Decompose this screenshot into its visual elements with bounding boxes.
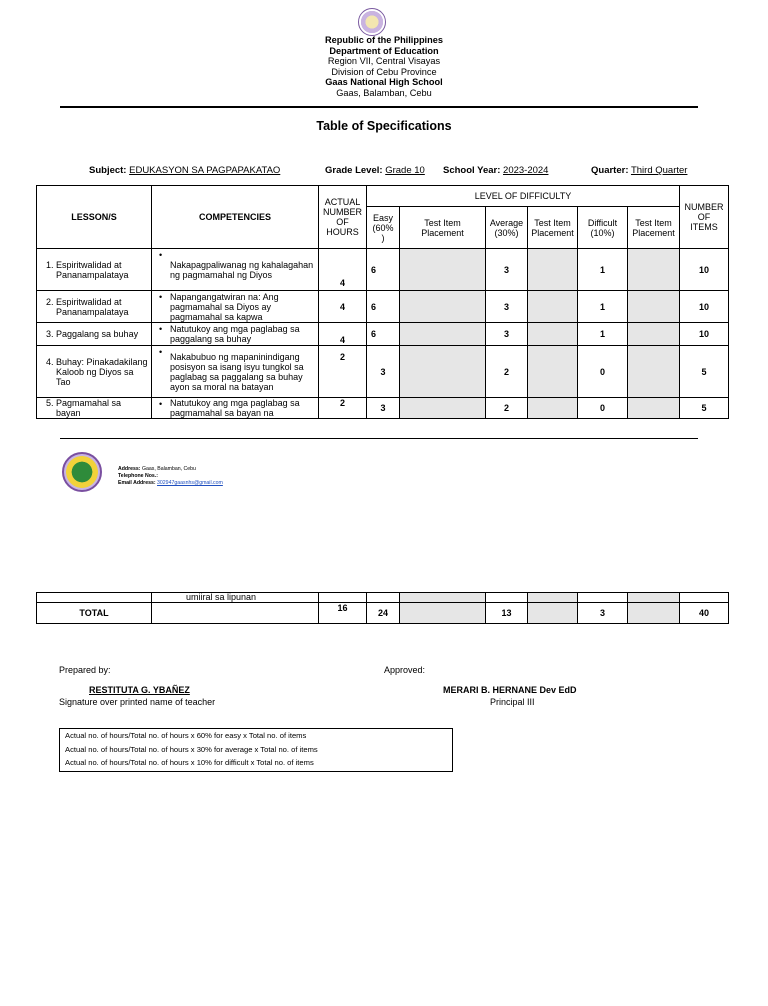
approved-label: Approved: — [384, 665, 426, 675]
placement-cell — [400, 398, 486, 419]
total-hours: 16 — [319, 603, 367, 624]
header-items: NUMBER OF ITEMS — [680, 186, 729, 249]
total-label: TOTAL — [37, 603, 152, 624]
average-cell — [486, 593, 528, 603]
grade-value: Grade 10 — [385, 165, 425, 176]
address-label: Address: — [118, 466, 141, 472]
placement-cell — [400, 346, 486, 398]
subject-value: EDUKASYON SA PAGPAPAKATAO — [129, 165, 281, 176]
placement-cell — [628, 593, 680, 603]
total-easy: 24 — [367, 603, 400, 624]
quarter-label: Quarter: — [591, 165, 629, 176]
total-items: 40 — [680, 603, 729, 624]
prepared-label: Prepared by: — [59, 665, 111, 675]
easy-cell: 3 — [367, 398, 400, 419]
table-row — [37, 398, 729, 419]
header-difficult: Difficult (10%) — [578, 207, 628, 249]
difficult-cell: 1 — [578, 323, 628, 346]
difficult-cell — [578, 593, 628, 603]
difficult-cell: 1 — [578, 291, 628, 323]
placement-cell — [628, 346, 680, 398]
competency-cell: • Nakapagpaliwanag ng kahalagahan ng pagmamahal ng Diyos — [152, 249, 319, 291]
hours-cell: 4 — [319, 291, 367, 323]
average-cell: 2 — [486, 346, 528, 398]
header-line4: Division of Cebu Province — [331, 66, 437, 77]
placement-cell — [400, 323, 486, 346]
total-average: 13 — [486, 603, 528, 624]
lesson-cell — [37, 323, 152, 346]
formula-easy: Actual no. of hours/Total no. of hours x 60% for easy x Total no. of items — [65, 731, 307, 740]
placement-cell — [528, 249, 578, 291]
approved-name: MERARI B. HERNANE Dev EdD — [443, 685, 577, 695]
deped-seal-icon — [358, 8, 386, 36]
competency-cell: • Napangangatwiran na: Ang pagmamahal sa Diyos ay pagmamahal sa kapwa — [152, 291, 319, 323]
prepared-name: RESTITUTA G. YBAÑEZ — [89, 685, 190, 695]
header-placement-difficult: Test Item Placement — [628, 207, 680, 249]
easy-cell: 6 — [367, 249, 400, 291]
placement-cell — [528, 346, 578, 398]
year-field — [443, 165, 548, 176]
total-row — [37, 603, 729, 624]
placement-cell — [400, 249, 486, 291]
formula-box — [59, 728, 453, 772]
total-competency-cell — [152, 603, 319, 624]
placement-cell — [400, 603, 486, 624]
placement-cell — [628, 291, 680, 323]
hours-cell: 4 — [319, 323, 367, 346]
address-value: Gaas, Balamban, Cebu — [141, 466, 196, 472]
difficult-cell: 0 — [578, 346, 628, 398]
header-easy: Easy (60% ) — [367, 207, 400, 249]
lesson-name: 4. Buhay: Pinakadakilang Kaloob ng Diyos sa Tao — [56, 357, 148, 387]
formula-average: Actual no. of hours/Total no. of hours x 30% for average x Total no. of items — [65, 744, 318, 754]
prepared-role: Signature over printed name of teacher — [59, 697, 216, 707]
header-placement-easy: Test Item Placement — [400, 207, 486, 249]
items-cell — [680, 593, 729, 603]
placement-cell — [400, 291, 486, 323]
header-line3: Region VII, Central Visayas — [327, 56, 441, 66]
difficult-cell: 1 — [578, 249, 628, 291]
lesson-cell — [37, 398, 152, 419]
average-cell: 3 — [486, 249, 528, 291]
header-line6: Gaas, Balamban, Cebu — [336, 87, 432, 98]
header-placement-average: Test Item Placement — [528, 207, 578, 249]
placement-cell — [528, 291, 578, 323]
easy-cell: 3 — [367, 346, 400, 398]
letterhead — [0, 35, 768, 98]
header-lesson: LESSON/S — [37, 186, 152, 249]
subject-label: Subject: — [89, 165, 127, 176]
table-row — [37, 323, 729, 346]
approved-role: Principal III — [490, 697, 535, 707]
hours-cell — [319, 593, 367, 603]
items-cell: 5 — [680, 346, 729, 398]
competency-continuation: umiiral sa lipunan — [152, 593, 319, 603]
header-line5: Gaas National High School — [325, 77, 443, 87]
placement-cell — [528, 323, 578, 346]
average-cell: 2 — [486, 398, 528, 419]
competency-cell: • Natutukoy ang mga paglabag sa paggalang sa buhay — [152, 323, 319, 346]
quarter-value: Third Quarter — [630, 165, 688, 176]
items-cell: 5 — [680, 398, 729, 419]
table-row — [37, 593, 729, 603]
easy-cell — [367, 593, 400, 603]
grade-field — [325, 165, 425, 176]
lesson-cell — [37, 249, 152, 291]
average-cell: 3 — [486, 323, 528, 346]
email-link[interactable]: 302947gaasnhs@gmail.com — [157, 480, 223, 486]
total-difficult: 3 — [578, 603, 628, 624]
header-difficulty: LEVEL OF DIFFICULTY — [367, 186, 680, 207]
formula-difficult: Actual no. of hours/Total no. of hours x 10% for difficult x Total no. of items — [65, 758, 314, 767]
placement-cell — [400, 593, 486, 603]
footer-contact — [118, 466, 223, 487]
placement-cell — [528, 593, 578, 603]
header-competencies: COMPETENCIES — [152, 186, 319, 249]
items-cell: 10 — [680, 249, 729, 291]
lesson-cell — [37, 346, 152, 398]
header-line2: Department of Education — [329, 45, 439, 56]
footer-divider — [60, 438, 698, 439]
placement-cell — [628, 603, 680, 624]
quarter-field — [591, 165, 687, 176]
hours-cell: 2 — [319, 346, 367, 398]
school-logo-icon — [62, 452, 102, 492]
table-row — [37, 346, 729, 398]
items-cell: 10 — [680, 323, 729, 346]
placement-cell — [528, 603, 578, 624]
email-label: Email Address: — [118, 480, 156, 486]
difficult-cell: 0 — [578, 398, 628, 419]
page-title: Table of Specifications — [316, 119, 452, 133]
hours-cell: 4 — [319, 249, 367, 291]
lesson-name: 2. Espiritwalidad at Pananampalataya — [56, 297, 148, 317]
header-average: Average (30%) — [486, 207, 528, 249]
table-row — [37, 249, 729, 291]
placement-cell — [628, 323, 680, 346]
year-label: School Year: — [443, 165, 501, 176]
easy-cell: 6 — [367, 323, 400, 346]
specification-table-continued — [36, 592, 729, 624]
items-cell: 10 — [680, 291, 729, 323]
placement-cell — [528, 398, 578, 419]
easy-cell: 6 — [367, 291, 400, 323]
lesson-name: 1. Espiritwalidad at Pananampalataya — [56, 260, 148, 280]
lesson-name: 5. Pagmamahal sa bayan — [56, 398, 148, 418]
table-row — [37, 291, 729, 323]
average-cell: 3 — [486, 291, 528, 323]
lesson-cell — [37, 291, 152, 323]
competency-cell: • Natutukoy ang mga paglabag sa pagmamahal sa bayan na — [152, 398, 319, 419]
lesson-cell — [37, 593, 152, 603]
lesson-name: 3. Paggalang sa buhay — [56, 329, 148, 339]
phone-label: Telephone Nos.: — [118, 473, 158, 479]
hours-cell: 2 — [319, 398, 367, 419]
competency-cell: • Nakabubuo ng mapaninindigang posisyon sa isang isyu tungkol sa paglabag sa paggalang sa buhay ayon sa moral na batayan — [152, 346, 319, 398]
specification-table — [36, 185, 729, 419]
header-hours: ACTUAL NUMBER OF HOURS — [319, 186, 367, 249]
placement-cell — [628, 249, 680, 291]
placement-cell — [628, 398, 680, 419]
subject-field — [89, 165, 280, 176]
grade-label: Grade Level: — [325, 165, 383, 176]
header-divider — [60, 106, 698, 108]
header-line1: Republic of the Philippines — [325, 35, 443, 45]
year-value: 2023-2024 — [503, 165, 549, 176]
